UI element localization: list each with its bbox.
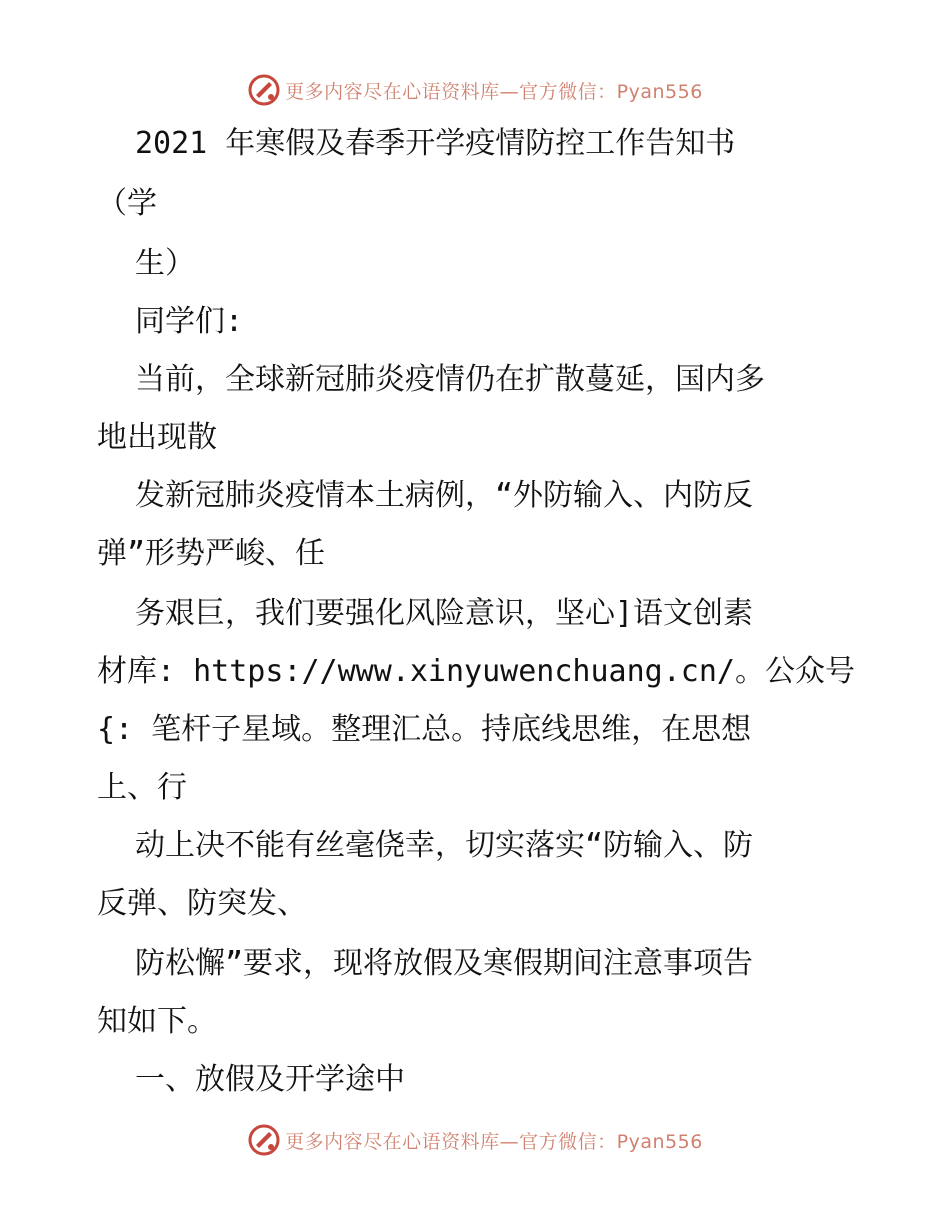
text-line: 动上决不能有丝毫侥幸，切实落实“防输入、防 — [135, 828, 754, 863]
text-line: 当前，全球新冠肺炎疫情仍在扩散蔓延，国内多 — [135, 362, 765, 397]
text-line: 地出现散 — [97, 420, 217, 455]
text-line: 防松懈”要求，现将放假及寒假期间注意事项告 — [135, 946, 754, 981]
section-heading: 一、放假及开学途中 — [135, 1062, 405, 1097]
footer-watermark — [0, 1120, 950, 1160]
text-line: 生） — [135, 246, 195, 281]
text-line: 知如下。 — [97, 1004, 217, 1039]
document-title: 2021 年寒假及春季开学疫情防控工作告知书 — [135, 126, 736, 161]
greeting: 同学们: — [135, 304, 244, 339]
text-line: {: 笔杆子星域。整理汇总。持底线思维，在思想 — [97, 712, 752, 747]
text-line: 材库: https://www.xinyuwenchuang.cn/。公众号 — [97, 654, 855, 689]
text-line: 上、行 — [97, 770, 187, 805]
text-line: 务艰巨，我们要强化风险意识，坚心]语文创素 — [135, 596, 754, 631]
text-line: 弹”形势严峻、任 — [97, 536, 326, 571]
text-line: 发新冠肺炎疫情本土病例，“外防输入、内防反 — [135, 478, 754, 513]
logo-icon — [247, 73, 281, 107]
text-line: （学 — [97, 186, 157, 221]
logo-icon — [247, 1123, 281, 1157]
header-watermark-text: 更多内容尽在心语资料库—官方微信：Pyan556 — [285, 80, 703, 103]
text-line: 反弹、防突发、 — [97, 886, 307, 921]
header-watermark — [0, 70, 950, 110]
footer-watermark-text: 更多内容尽在心语资料库—官方微信：Pyan556 — [285, 1130, 703, 1153]
